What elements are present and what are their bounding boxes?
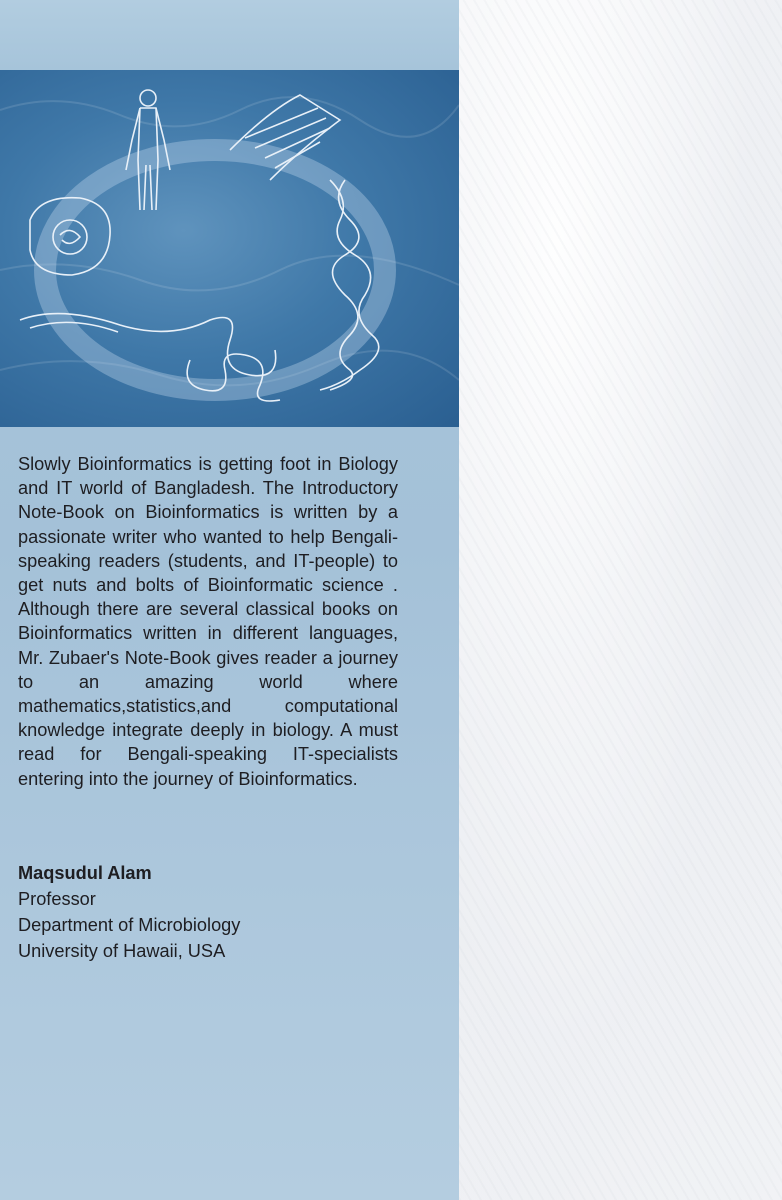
endorsement-signature <box>18 860 418 964</box>
endorser-name: Maqsudul Alam <box>18 863 152 883</box>
endorser-institution: University of Hawaii, USA <box>18 941 226 961</box>
back-cover-blurb: Slowly Bioinformatics is getting foot in Biology and IT world of Bangladesh. The Introductory Note-Book on Bioinformatics is written by a passionate writer who wanted to help Bengali-speaking readers (students, and IT-people) to get nuts and bolts of Bioinformatic science . Although there are several classical books on Bioinformatics written in different languages, Mr. Zubaer's Note-Book gives reader a journey to an amazing world where mathematics,statistics,and computational knowledge integrate deeply in biology. A must read for Bengali-speaking IT-specialists entering into the journey of Bioinformatics. <box>18 454 398 789</box>
blank-paper-area <box>459 0 782 1200</box>
endorser-department: Department of Microbiology <box>18 915 241 935</box>
endorser-title: Professor <box>18 889 96 909</box>
top-strip <box>0 0 459 70</box>
bioinformatics-illustration <box>0 70 459 427</box>
